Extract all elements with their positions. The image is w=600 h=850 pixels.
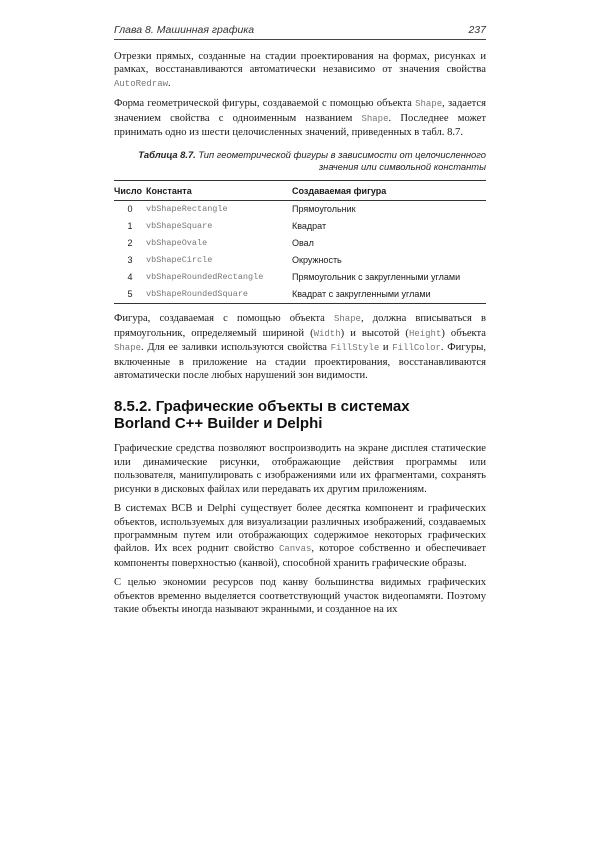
code-width: Width bbox=[313, 328, 341, 339]
paragraph-4: Графические средства позволяют воспроизводить на экране дисплея статические или динамические рисунки, отображающие действия программы или пользователя, манипулировать с изображениями или их фрагментами, сохранять рисунки в дисковых файлах или передавать их другим приложениям. bbox=[114, 443, 486, 495]
table-caption-label: Таблица 8.7. bbox=[138, 149, 196, 161]
code-fillstyle: FillStyle bbox=[330, 343, 380, 354]
table-caption bbox=[114, 149, 486, 173]
paragraph-2: Форма геометрической фигуры, создаваемой с помощью объекта Shape, задается значением свойства с одноименным названием Shape. Последнее может принимать одно из шести целочисленных значений, приведенных в табл. 8.7. bbox=[114, 98, 486, 139]
column-header-shape: Создаваемая фигура bbox=[292, 181, 486, 201]
table-row bbox=[114, 252, 486, 269]
cell-constant: vbShapeCircle bbox=[146, 255, 213, 266]
book-page bbox=[114, 24, 486, 616]
table-header-row bbox=[114, 181, 486, 201]
cell-number: 2 bbox=[127, 238, 133, 249]
column-header-number: Число bbox=[114, 181, 146, 201]
shape-type-table bbox=[114, 180, 486, 304]
paragraph-3: Фигура, создаваемая с помощью объекта Shape, должна вписываться в прямоугольник, определяемый шириной (Width) и высотой (Height) объекта Shape. Для ее заливки используются свойства FillStyle и FillColor. Фигуры, включенные в приложение на стадии проектирования, восстанавливаются автоматически после любых нарушений зон видимости. bbox=[114, 313, 487, 382]
code-canvas: Canvas bbox=[278, 544, 312, 555]
cell-shape: Прямоугольник с закругленными углами bbox=[292, 272, 461, 283]
running-header bbox=[114, 24, 486, 40]
chapter-title: Глава 8. Машинная графика bbox=[114, 24, 255, 36]
cell-constant: vbShapeOvale bbox=[146, 238, 208, 249]
code-shape: Shape bbox=[114, 343, 142, 354]
paragraph-1: Отрезки прямых, созданные на стадии проектирования на формах, рисунках и рамках, восстанавливаются автоматически независимо от значения свойства AutoRedraw. bbox=[114, 51, 486, 89]
cell-number: 3 bbox=[127, 255, 133, 266]
cell-constant: vbShapeRectangle bbox=[146, 204, 228, 215]
code-shape: Shape bbox=[333, 314, 361, 325]
paragraph-5: В системах BCB и Delphi существует более десятка компонент и графических объектов, используемых для визуализации различных изображений, создаваемых программным путем или отображающих содержимое некоторых графических файлов. Их всех роднит свойство Canvas, которое собственно и обеспечивает компоненты поверхностью (канвой), способной хранить графические образы. bbox=[114, 503, 487, 569]
cell-constant: vbShapeRoundedSquare bbox=[146, 286, 292, 304]
cell-number: 4 bbox=[127, 272, 133, 283]
cell-shape: Прямоугольник bbox=[292, 204, 356, 215]
section-heading: 8.5.2. Графические объекты в системах Borland C++ Builder и Delphi bbox=[114, 398, 410, 433]
cell-shape: Квадрат bbox=[292, 221, 327, 232]
table-row bbox=[114, 235, 486, 252]
code-shape: Shape bbox=[361, 113, 389, 124]
table-row bbox=[114, 201, 486, 219]
page-number: 237 bbox=[468, 24, 486, 36]
column-header-constant: Константа bbox=[146, 181, 292, 201]
cell-constant: vbShapeSquare bbox=[146, 221, 213, 232]
cell-number: 1 bbox=[127, 221, 133, 232]
cell-constant: vbShapeRoundedRectangle bbox=[146, 272, 264, 283]
table-caption-text: Тип геометрической фигуры в зависимости от целочисленного значения или символьной константы bbox=[195, 149, 486, 173]
code-fillcolor: FillColor bbox=[392, 343, 441, 354]
paragraph-6: С целью экономии ресурсов под канву большинства видимых графических объектов временно выделяется соответствующий участок видеопамяти. Поэтому такие объекты иногда называют экранными, и созданное на их bbox=[114, 577, 486, 615]
cell-shape: Квадрат с закругленными углами bbox=[292, 286, 486, 304]
table-row bbox=[114, 286, 486, 304]
cell-number: 5 bbox=[114, 286, 146, 304]
cell-shape: Овал bbox=[292, 238, 314, 249]
table-row bbox=[114, 218, 486, 235]
cell-number: 0 bbox=[127, 204, 133, 215]
code-shape: Shape bbox=[415, 99, 443, 110]
table-row bbox=[114, 269, 486, 286]
cell-shape: Окружность bbox=[292, 255, 342, 266]
code-autoredraw: AutoRedraw bbox=[114, 78, 169, 89]
code-height: Height bbox=[408, 328, 442, 339]
